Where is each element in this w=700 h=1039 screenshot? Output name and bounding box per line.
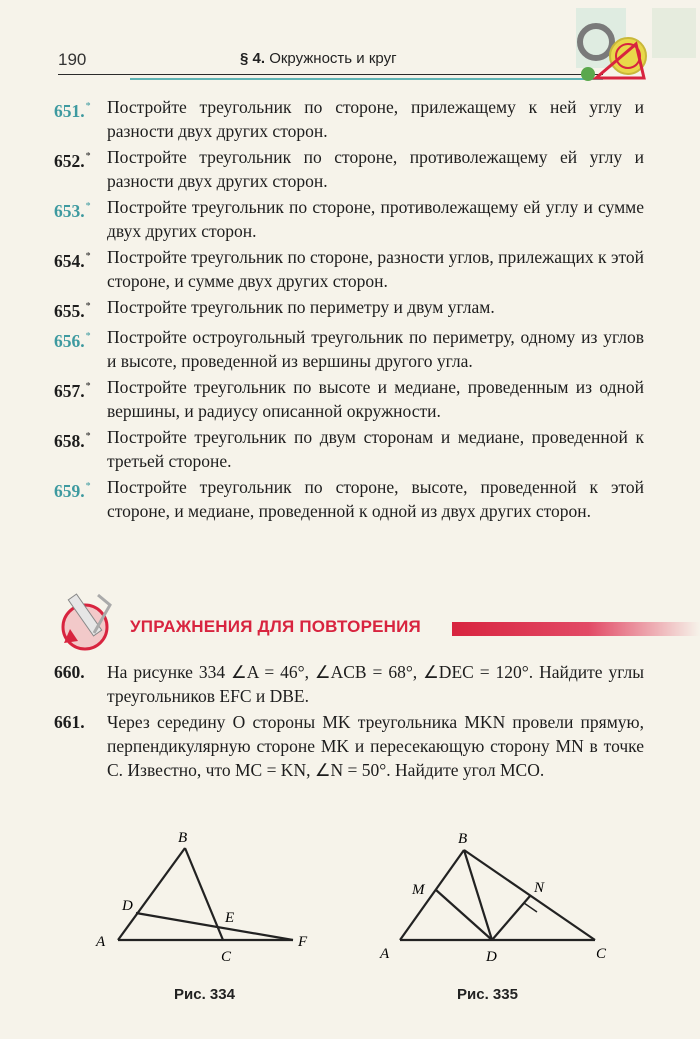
problem-number xyxy=(54,295,107,323)
problem-text: Постройте треугольник по стороне, противолежащему ей углу и разности двух других сторон. xyxy=(107,147,644,191)
pencil-compass-icon xyxy=(50,585,120,655)
geometry-logo-icon xyxy=(556,8,696,100)
problem-number xyxy=(54,375,107,423)
problem-652 xyxy=(54,145,644,193)
problem-text: Постройте треугольник по стороне, разности углов, прилежащих к этой стороне, и сумме двух других сторон. xyxy=(107,247,644,291)
problem-number xyxy=(54,145,107,193)
problem-text: Через середину O стороны MK треугольника MKN провели прямую, перпендикулярную стороне MK и пересекающую сторону MN в точке C. Известно, что MC = KN, ∠N = 50°. Найдите угол MCO. xyxy=(107,712,644,780)
problem-number xyxy=(54,425,107,473)
label-b: B xyxy=(178,830,188,846)
problem-654 xyxy=(54,245,644,293)
page-header xyxy=(0,0,700,90)
problem-number xyxy=(54,195,107,243)
problem-651 xyxy=(54,95,644,143)
problem-number-text: 652. xyxy=(54,151,85,171)
label-c: C xyxy=(221,949,232,965)
problem-text: На рисунке 334 ∠A = 46°, ∠ACB = 68°, ∠DEC = 120°. Найдите углы треугольников EFC и DBE. xyxy=(107,662,644,706)
label-n: N xyxy=(534,880,545,896)
segment-ab xyxy=(400,850,464,940)
problem-number-text: 659. xyxy=(54,481,85,501)
review-section-title: УПРАЖНЕНИЯ ДЛЯ ПОВТОРЕНИЯ xyxy=(130,617,421,636)
difficulty-mark: * xyxy=(85,151,91,162)
label-d: D xyxy=(486,949,497,965)
problem-text: Постройте треугольник по периметру и двум углам. xyxy=(107,297,495,317)
difficulty-mark: * xyxy=(85,331,91,342)
problem-number-text: 654. xyxy=(54,251,85,271)
difficulty-mark: * xyxy=(85,251,91,262)
page-number: 190 xyxy=(58,50,87,69)
problem-number xyxy=(54,475,107,523)
problem-text: Постройте треугольник по двум сторонам и медиане, проведенной к третьей стороне. xyxy=(107,427,644,471)
header-rule xyxy=(58,74,603,75)
segment-ab xyxy=(118,848,185,940)
review-problem-list xyxy=(54,660,644,784)
problem-number-text: 655. xyxy=(54,301,85,321)
problem-number: 661. xyxy=(54,712,85,732)
label-e: E xyxy=(225,910,235,926)
problem-list xyxy=(54,95,644,525)
figure-335 xyxy=(370,828,620,968)
problem-660 xyxy=(54,660,644,708)
figure-335-caption: Рис. 335 xyxy=(457,986,518,1003)
problem-number-text: 658. xyxy=(54,431,85,451)
label-d: D xyxy=(122,898,133,914)
problem-number-text: 656. xyxy=(54,331,85,351)
difficulty-mark: * xyxy=(85,481,91,492)
difficulty-mark: * xyxy=(85,381,91,392)
problem-657 xyxy=(54,375,644,423)
section-name: Окружность и круг xyxy=(269,50,397,67)
problem-number: 660. xyxy=(54,662,85,682)
difficulty-mark: * xyxy=(85,431,91,442)
problem-number-text: 651. xyxy=(54,101,85,121)
problem-number xyxy=(54,245,107,293)
problem-659 xyxy=(54,475,644,523)
problem-655 xyxy=(54,295,644,323)
right-angle-mark xyxy=(517,903,537,912)
label-m: M xyxy=(412,882,425,898)
figure-334-caption: Рис. 334 xyxy=(174,986,235,1003)
problem-656 xyxy=(54,325,644,373)
problem-658 xyxy=(54,425,644,473)
problem-text: Постройте треугольник по стороне, прилежащему к ней углу и разности двух других сторон. xyxy=(107,97,644,141)
problem-number xyxy=(54,325,107,373)
problem-text: Постройте треугольник по высоте и медиане, проведенным из одной вершины, и радиусу описанной окружности. xyxy=(107,377,644,421)
review-title-bar xyxy=(452,622,700,636)
difficulty-mark: * xyxy=(85,101,91,112)
problem-number-text: 653. xyxy=(54,201,85,221)
header-accent-rule xyxy=(130,78,603,80)
problem-text: Постройте треугольник по стороне, противолежащему ей углу и сумме двух других сторон. xyxy=(107,197,644,241)
section-title xyxy=(240,50,397,67)
problem-text: Постройте остроугольный треугольник по периметру, одному из углов и высоте, проведенной из вершины другого угла. xyxy=(107,327,644,371)
label-f: F xyxy=(298,934,308,950)
difficulty-mark: * xyxy=(85,201,91,212)
section-symbol: § 4. xyxy=(240,50,266,67)
label-c: C xyxy=(596,946,607,962)
label-b: B xyxy=(458,831,468,847)
problem-number xyxy=(54,95,107,143)
difficulty-mark: * xyxy=(85,301,91,312)
problem-number-text: 657. xyxy=(54,381,85,401)
label-a: A xyxy=(380,946,390,962)
review-banner xyxy=(50,585,700,655)
label-a: A xyxy=(96,934,106,950)
problem-653 xyxy=(54,195,644,243)
problem-661 xyxy=(54,710,644,782)
figure-334 xyxy=(90,828,320,968)
segment-bc xyxy=(464,850,595,940)
problem-text: Постройте треугольник по стороне, высоте, проведенной к этой стороне, и медиане, проведенной к одной из двух других сторон. xyxy=(107,477,644,521)
